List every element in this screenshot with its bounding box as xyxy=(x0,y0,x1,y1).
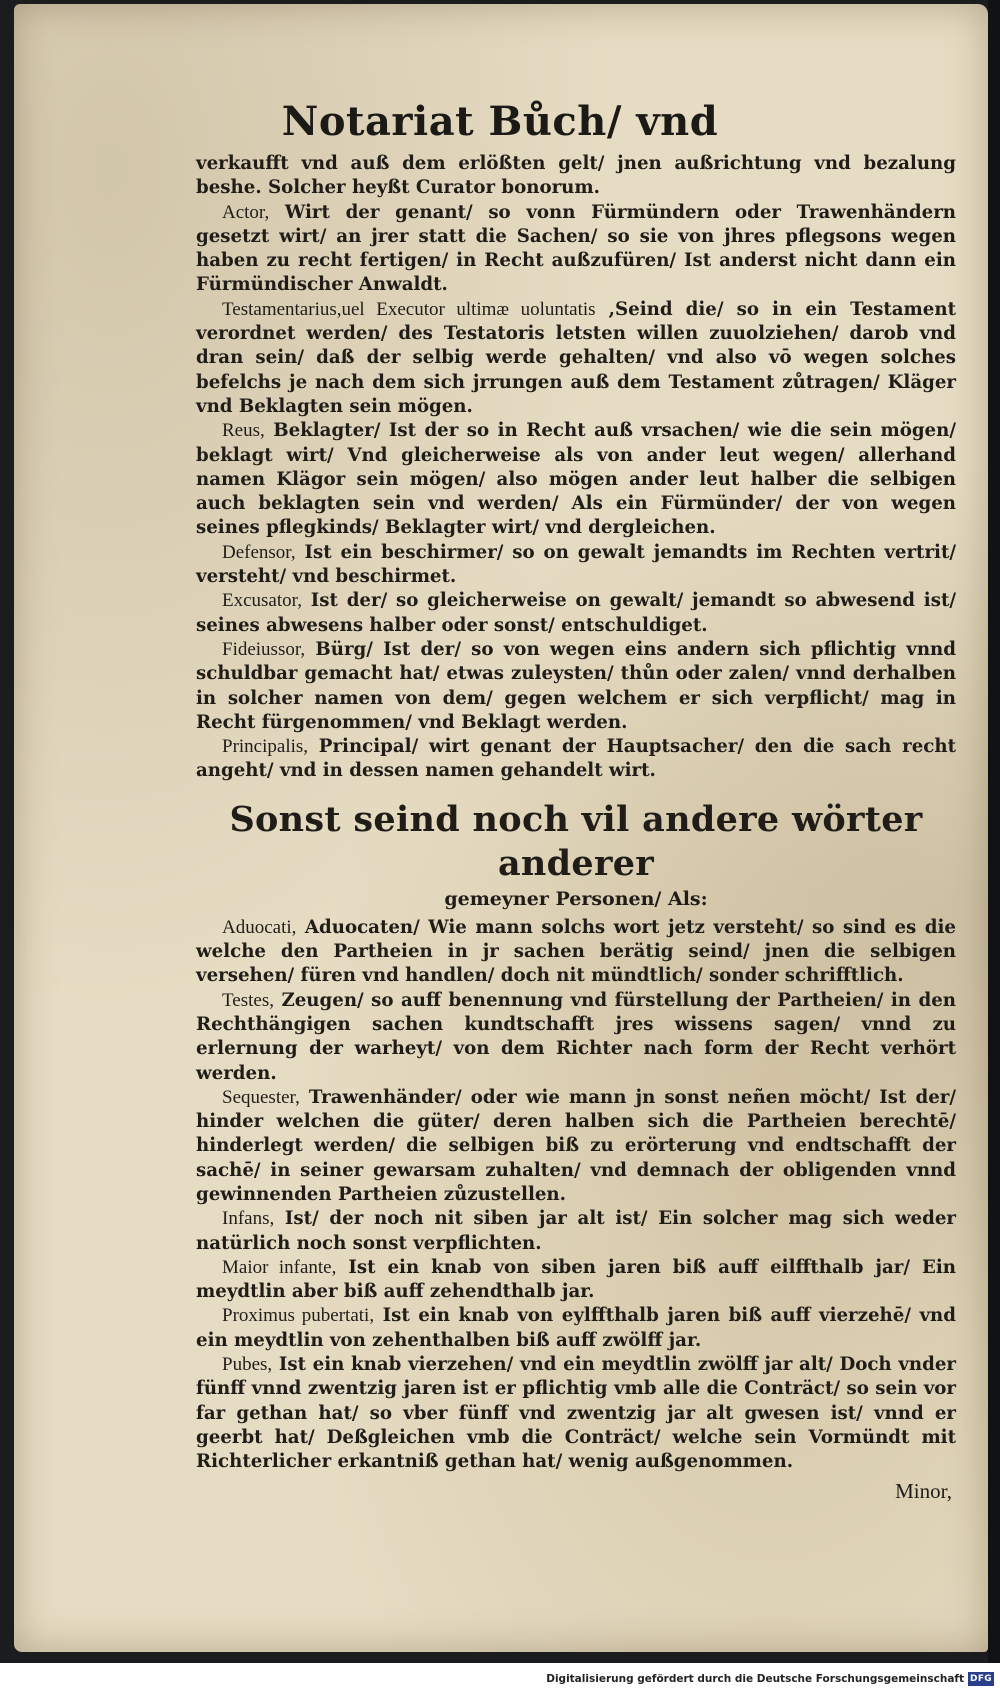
paragraph-term: Proximus pubertati, xyxy=(222,1305,375,1327)
paragraph xyxy=(196,419,956,540)
paragraph-term: Defensor, xyxy=(222,541,296,563)
paragraph xyxy=(196,1086,956,1207)
paragraph-text: Beklagter/ Ist der so in Recht auß vrsachen/ wie die sein mögen/ beklagt wirt/ Vnd gleicherweise als von ander leut wegen/ allerhand namen Klägor sein mögen/ also mögen ander leut halber die selbigen auch beklagten sein vnd werden/ Als ein Fürmünder/ der von wegen seines pflegkinds/ Beklagter wirt/ vnd dergleichen. xyxy=(196,420,956,539)
paragraph xyxy=(196,1353,956,1474)
paragraph-text: Trawenhänder/ oder wie mann jn sonst neñen möcht/ Ist der/ hinder welchen die güter/ deren halben sich die Partheien berechtē/ hinderlegt werden/ die selbigen biß zu erörterung vnd endtschafft der sachē/ in seiner gewarsam zuhalten/ vnd demnach der obligenden vnnd gewinnenden Partheien zůzustellen. xyxy=(196,1086,956,1205)
paragraph-term: Fideiussor, xyxy=(222,638,306,660)
paragraph-term: Sequester, xyxy=(222,1086,300,1108)
paragraph-text: Ist der/ so gleicherweise on gewalt/ jemandt so abwesend ist/ seines abwesens halber oder sonst/ entschuldiget. xyxy=(196,590,956,636)
paragraph xyxy=(196,1304,956,1353)
paragraph-term: Maior infante, xyxy=(222,1256,337,1278)
page-body xyxy=(196,152,956,1503)
catchword: Minor, xyxy=(895,1478,952,1503)
paragraph xyxy=(196,298,956,419)
running-header: Notariat Bůch/ vnd xyxy=(281,98,719,145)
paragraph xyxy=(196,1256,956,1305)
paragraph-term: Aduocati, xyxy=(222,916,297,938)
paragraph xyxy=(196,201,956,298)
paragraph-text: Wirt der genant/ so vonn Fürmündern oder Trawenhändern gesetzt wirt/ an jrer statt die Sachen/ so sie von jhres pflegsons wegen haben zu recht fertigen/ in Recht außzufüren/ Ist anderst nicht dann ein Fürmündischer Anwaldt. xyxy=(196,201,956,296)
paragraph-text: Bürg/ Ist der/ so von wegen eins andern sich pflichtig vnnd schuldbar gemacht hat/ etwas zuleysten/ thůn oder zalen/ vnnd derhalben in solcher namen von dem/ gegen welchem er sich verpflicht/ mag in Recht fürgenommen/ vnd Beklagt werden. xyxy=(196,638,956,733)
paragraph xyxy=(196,916,956,989)
paragraph-text: Ist ein knab von eylffthalb jaren biß auff vierzehē/ vnd ein meydtlin von zehenthalben biß auff zwölff jar. xyxy=(196,1305,956,1351)
paragraph-text: Zeugen/ so auff benennung vnd fürstellung der Partheien/ in den Rechthängigen sachen kundtschafft jres wissens sagen/ vnnd zu erlernung der warheyt/ von dem Richter nach form der Recht verhört werden. xyxy=(196,989,956,1084)
paragraph-term: Testes, xyxy=(222,989,274,1011)
paragraph-text: Ist ein beschirmer/ so on gewalt jemandts im Rechten vertrit/ versteht/ vnd beschirmet. xyxy=(196,541,956,588)
paragraph-group-bottom xyxy=(196,916,956,1475)
paragraph xyxy=(196,1207,956,1256)
paragraph xyxy=(196,589,956,638)
paragraph-text: Principal/ wirt genant der Hauptsacher/ den die sach recht angeht/ vnd in dessen namen gehandelt wirt. xyxy=(196,736,956,782)
credit-text: Digitalisierung gefördert durch die Deutsche Forschungsgemeinschaft xyxy=(546,1673,964,1685)
paragraph xyxy=(196,735,956,784)
paragraph-term: Principalis, xyxy=(222,736,309,758)
paragraph xyxy=(196,989,956,1086)
paragraph-term: Excusator, xyxy=(222,590,302,612)
paragraph-text: verkaufft vnd auß dem erlößten gelt/ jnen außrichtung vnd bezalung beshe. Solcher heyßt Curator bonorum. xyxy=(196,153,956,199)
paragraph-text: ,Seind die/ so in ein Testament verordnet werden/ des Testatoris letsten willen zuuolziehen/ darob vnd dran sein/ daß der selbig werde gehalten/ vnd also vō wegen solches befelchs je nach dem sich jrrungen auß dem Testament zůtragen/ Kläger vnd Beklagten sein mögen. xyxy=(196,298,956,417)
paragraph-text: Ist ein knab vierzehen/ vnd ein meydtlin zwölff jar alt/ Doch vnder fünff vnnd zwentzig jaren ist er pflichtig vmb alle die Conträct/ so sein vor far gethan hat/ so vber fünff vnd zwentzig jar alt gwesen ist/ vnnd er geerbt hat/ Deßgleichen vmb die Conträct/ welche sein Vormündt mit Richterlicher erkantniß gethan hat/ wenig außgenommen. xyxy=(196,1354,956,1473)
paragraph-term: Actor, xyxy=(222,201,270,223)
paragraph-text: Ist ein knab von siben jaren biß auff eilffthalb jar/ Ein meydtlin aber biß auff zehendthalb jar. xyxy=(196,1256,956,1303)
paragraph-text: Aduocaten/ Wie mann solchs wort jetz versteht/ so sind es die welche den Partheien in jr sachen berätig seind/ jnen die selbigen versehen/ füren vnd handlen/ doch nit mündtlich/ sonder schrifftlich. xyxy=(196,916,956,987)
paragraph xyxy=(196,541,956,590)
paragraph xyxy=(196,638,956,735)
paragraph-term: Pubes, xyxy=(222,1354,273,1376)
paragraph-group-top xyxy=(196,152,956,784)
paragraph xyxy=(196,152,956,201)
digitization-credit xyxy=(546,1670,994,1688)
section-heading: Sonst seind noch vil andere wörter anderer xyxy=(229,798,923,884)
scan-edge xyxy=(988,0,1000,1663)
paragraph-term: Reus, xyxy=(222,420,265,442)
dfg-logo: DFG xyxy=(968,1672,994,1686)
section-subheading: gemeyner Personen/ Als: xyxy=(444,887,708,910)
paragraph-term: Testamentarius,uel Executor ultimæ uoluntatis xyxy=(222,298,596,320)
paragraph-text: Ist/ der noch nit siben jar alt ist/ Ein solcher mag sich weder natürlich noch sonst verpflichten. xyxy=(196,1208,956,1254)
paragraph-term: Infans, xyxy=(222,1208,275,1230)
